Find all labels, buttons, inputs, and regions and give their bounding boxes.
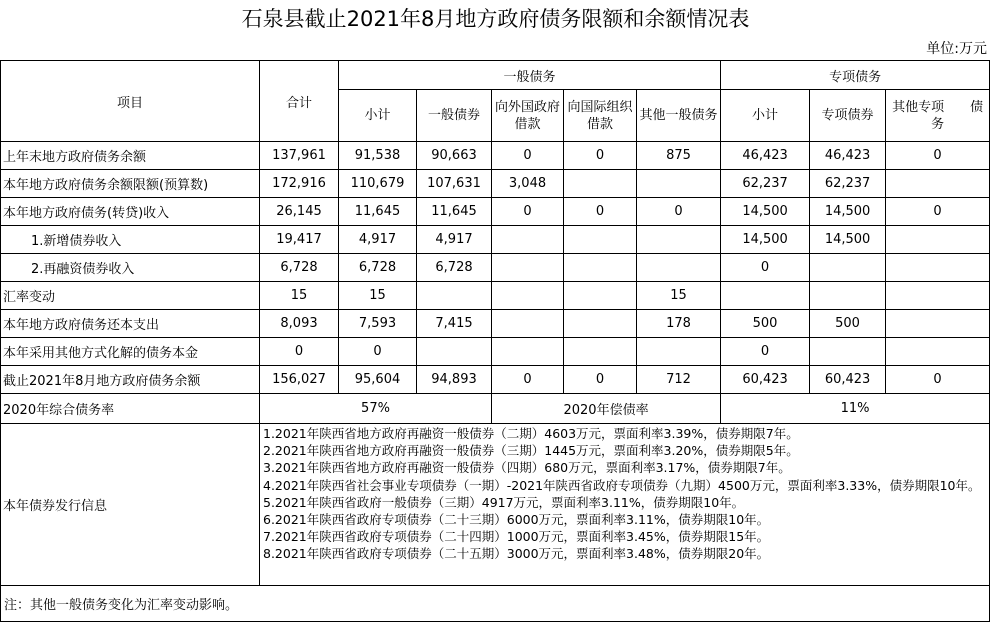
header-item: 项目 (1, 61, 260, 142)
cell-value: 107,631 (417, 170, 492, 198)
cell-value (417, 282, 492, 310)
cell-value (886, 254, 990, 282)
cell-value (492, 282, 564, 310)
cell-value: 875 (637, 142, 721, 170)
cell-value: 3,048 (492, 170, 564, 198)
row-label: 本年地方政府债务余额限额(预算数) (1, 170, 260, 198)
cell-value: 94,893 (417, 366, 492, 394)
cell-value (564, 254, 637, 282)
table-row (1, 254, 990, 282)
cell-value (564, 310, 637, 338)
cell-value: 0 (886, 142, 990, 170)
note-row (1, 586, 990, 622)
cell-value (637, 170, 721, 198)
issuance-label: 本年债券发行信息 (1, 424, 260, 586)
issuance-item: 4.2021年陕西省社会事业专项债券（一期）-2021年陕西省政府专项债券（九期）4500万元，票面利率3.33%，债券期限10年。 (263, 477, 981, 493)
cell-value (810, 338, 886, 366)
cell-value: 500 (721, 310, 810, 338)
cell-value: 6,728 (260, 254, 339, 282)
cell-value: 4,917 (339, 226, 417, 254)
table-row (1, 282, 990, 310)
cell-value: 0 (637, 198, 721, 226)
cell-value (492, 226, 564, 254)
cell-value: 15 (260, 282, 339, 310)
cell-value: 712 (637, 366, 721, 394)
table-row (1, 310, 990, 338)
header-general-debt: 一般债务 (339, 61, 721, 90)
cell-value: 178 (637, 310, 721, 338)
cell-value: 11,645 (417, 198, 492, 226)
cell-value: 60,423 (810, 366, 886, 394)
cell-value: 0 (721, 338, 810, 366)
cell-value: 0 (492, 142, 564, 170)
page-title: 石泉县截止2021年8月地方政府债务限额和余额情况表 (241, 7, 750, 31)
cell-value: 500 (810, 310, 886, 338)
cell-value: 110,679 (339, 170, 417, 198)
cell-value: 7,415 (417, 310, 492, 338)
cell-value (564, 170, 637, 198)
cell-value (886, 338, 990, 366)
cell-value: 11,645 (339, 198, 417, 226)
table-row (1, 198, 990, 226)
cell-value: 0 (339, 338, 417, 366)
cell-value: 172,916 (260, 170, 339, 198)
cell-value (492, 338, 564, 366)
issuance-row (1, 424, 990, 586)
cell-value (417, 338, 492, 366)
issuance-item: 5.2021年陕西省政府一般债券（三期）4917万元，票面利率3.11%，债券期限10年。 (263, 494, 745, 510)
cell-value (564, 226, 637, 254)
cell-value: 95,604 (339, 366, 417, 394)
cell-value: 6,728 (339, 254, 417, 282)
issuance-item: 3.2021年陕西省地方政府再融资一般债券（四期）680万元，票面利率3.17%，债券期限7年。 (263, 460, 791, 476)
header-general-subtotal: 小计 (339, 90, 417, 142)
table-row (1, 338, 990, 366)
issuance-item: 1.2021年陕西省地方政府再融资一般债券（二期）4603万元，票面利率3.39%，债券期限7年。 (263, 426, 799, 441)
cell-value: 0 (260, 338, 339, 366)
issuance-item: 7.2021年陕西省政府专项债券（二十四期）1000万元，票面利率3.45%，债券期限15年。 (263, 529, 770, 545)
cell-value: 0 (492, 366, 564, 394)
cell-value (721, 282, 810, 310)
row-label: 汇率变动 (1, 282, 260, 310)
cell-value (886, 226, 990, 254)
footnote: 注：其他一般债务变化为汇率变动影响。 (1, 586, 990, 622)
cell-value: 0 (886, 198, 990, 226)
cell-value: 0 (564, 198, 637, 226)
header-general-bonds: 一般债券 (417, 90, 492, 142)
cell-value (492, 310, 564, 338)
cell-value: 0 (564, 366, 637, 394)
cell-value: 46,423 (721, 142, 810, 170)
row-label: 上年末地方政府债务余额 (1, 142, 260, 170)
issuance-item: 6.2021年陕西省政府专项债券（二十三期）6000万元，票面利率3.11%，债券期限10年。 (263, 512, 770, 528)
cell-value: 137,961 (260, 142, 339, 170)
cell-value (810, 282, 886, 310)
cell-value: 46,423 (810, 142, 886, 170)
cell-value: 0 (564, 142, 637, 170)
header-intl-org-loans: 向国际组织借款 (564, 90, 637, 142)
header-special-subtotal: 小计 (721, 90, 810, 142)
issuance-item: 2.2021年陕西省地方政府再融资一般债券（三期）1445万元，票面利率3.20%，债券期限5年。 (263, 443, 799, 459)
cell-value (886, 170, 990, 198)
cell-value (637, 254, 721, 282)
cell-value: 14,500 (810, 198, 886, 226)
row-label: 2.再融资债券收入 (1, 254, 260, 282)
cell-value: 6,728 (417, 254, 492, 282)
cell-value (492, 254, 564, 282)
cell-value: 0 (886, 366, 990, 394)
header-row-1 (1, 61, 990, 90)
header-special-debt: 专项债务 (721, 61, 990, 90)
unit-label: 单位:万元 (926, 41, 987, 57)
header-special-bonds: 专项债券 (810, 90, 886, 142)
cell-value: 7,593 (339, 310, 417, 338)
header-total: 合计 (260, 61, 339, 142)
repay-rate-label: 2020年偿债率 (492, 394, 721, 424)
header-other-special-debt: 其他专项 债务 (886, 90, 990, 142)
cell-value: 90,663 (417, 142, 492, 170)
cell-value: 62,237 (810, 170, 886, 198)
cell-value (564, 338, 637, 366)
debt-table (0, 60, 990, 622)
cell-value: 19,417 (260, 226, 339, 254)
header-other-general-debt: 其他一般债务 (637, 90, 721, 142)
rate-row (1, 394, 990, 424)
cell-value: 0 (721, 254, 810, 282)
row-label: 1.新增债券收入 (1, 226, 260, 254)
issuance-item: 8.2021年陕西省政府专项债券（二十五期）3000万元，票面利率3.48%，债券期限20年。 (263, 546, 770, 562)
row-label: 截止2021年8月地方政府债务余额 (1, 366, 260, 394)
cell-value: 14,500 (721, 198, 810, 226)
cell-value: 0 (492, 198, 564, 226)
cell-value (637, 338, 721, 366)
cell-value: 4,917 (417, 226, 492, 254)
cell-value: 15 (637, 282, 721, 310)
table-row (1, 170, 990, 198)
table-row (1, 142, 990, 170)
cell-value: 156,027 (260, 366, 339, 394)
issuance-list (260, 424, 990, 586)
row-label: 本年采用其他方式化解的债务本金 (1, 338, 260, 366)
repay-rate-value: 11% (721, 394, 990, 424)
combined-rate-label: 2020年综合债务率 (1, 394, 260, 424)
header-foreign-gov-loans: 向外国政府借款 (492, 90, 564, 142)
cell-value: 62,237 (721, 170, 810, 198)
combined-rate-value: 57% (260, 394, 492, 424)
table-row (1, 366, 990, 394)
cell-value: 14,500 (721, 226, 810, 254)
cell-value (886, 282, 990, 310)
cell-value: 14,500 (810, 226, 886, 254)
cell-value (564, 282, 637, 310)
table-row (1, 226, 990, 254)
cell-value (637, 226, 721, 254)
row-label: 本年地方政府债务还本支出 (1, 310, 260, 338)
cell-value: 60,423 (721, 366, 810, 394)
cell-value: 15 (339, 282, 417, 310)
cell-value: 26,145 (260, 198, 339, 226)
cell-value: 91,538 (339, 142, 417, 170)
cell-value (810, 254, 886, 282)
row-label: 本年地方政府债务(转贷)收入 (1, 198, 260, 226)
cell-value (886, 310, 990, 338)
cell-value: 8,093 (260, 310, 339, 338)
